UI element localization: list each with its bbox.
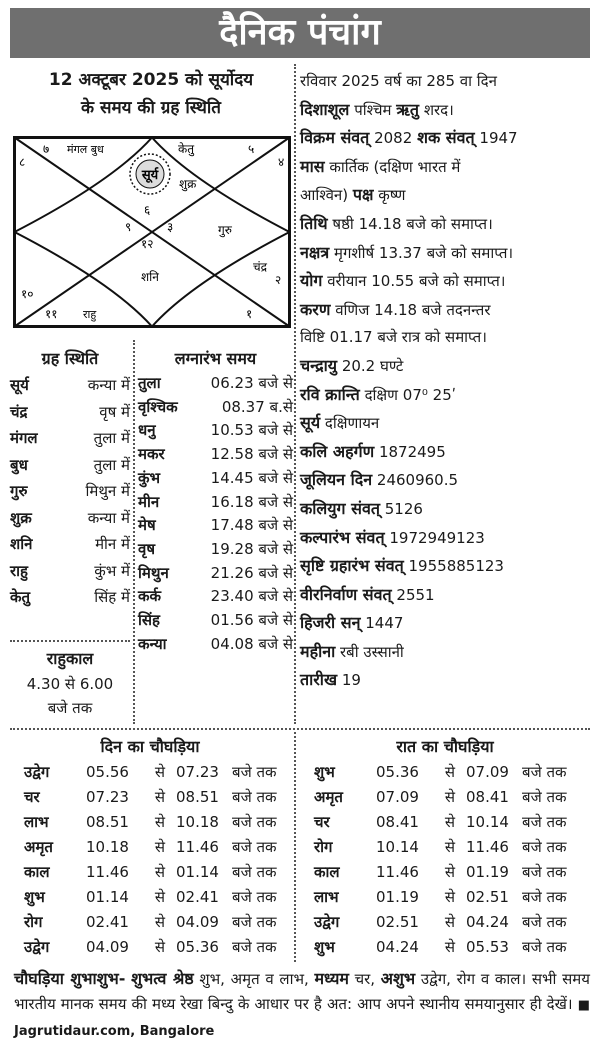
- house-8: ८: [19, 155, 26, 169]
- chart-title-line2: के समय की ग्रह स्थिति: [81, 98, 221, 118]
- chog-to: 08.41: [466, 788, 509, 806]
- lagna-name: वृश्चिक: [138, 397, 178, 416]
- chog-name: उद्वेग: [24, 763, 50, 781]
- day-chog-heading: दिन का चौघड़िया: [100, 737, 200, 756]
- planet-row: [10, 505, 130, 532]
- page-title: दैनिक पंचांग: [10, 8, 590, 58]
- planet-sign: कुंभ में: [94, 561, 130, 580]
- rahukaal-heading: राहुकाल: [46, 649, 94, 668]
- planet-row: [10, 531, 130, 558]
- lagna-time: 19.28 बजे से: [210, 539, 293, 558]
- chog-upto: बजे तक: [232, 888, 277, 906]
- chog-from: 10.14: [376, 838, 419, 856]
- chog-name: चर: [24, 788, 40, 806]
- chog-divider: [294, 732, 296, 962]
- tithi-line: तिथि षष्ठी 14.18 बजे को समाप्त।: [300, 213, 493, 233]
- chog-to: 11.46: [466, 838, 509, 856]
- chog-upto: बजे तक: [232, 788, 277, 806]
- lagna-name: वृष: [138, 539, 156, 558]
- planet-sign: मिथुन में: [85, 482, 130, 500]
- planet-shukra: शुक्र: [179, 177, 197, 191]
- lagna-row: [138, 585, 293, 609]
- lagna-time: 23.40 बजे से: [210, 587, 293, 606]
- chog-from: 04.09: [86, 938, 129, 956]
- chog-to: 05.36: [176, 938, 219, 956]
- lagna-name: मकर: [138, 445, 165, 464]
- chog-to: 01.14: [176, 863, 219, 881]
- chog-row: [24, 860, 279, 885]
- chog-se: से: [154, 913, 166, 931]
- chog-to: 02.51: [466, 888, 509, 906]
- karan-line: करण वणिज 14.18 बजे तदनन्तर: [300, 299, 491, 319]
- planet-name: गुरु: [10, 482, 28, 500]
- chog-to: 01.19: [466, 863, 509, 881]
- lagna-times: [138, 346, 293, 656]
- chog-upto: बजे तक: [522, 913, 567, 931]
- lagna-time: 14.45 बजे से: [210, 468, 293, 487]
- samvat-line: विक्रम संवत् 2082 शक संवत् 1947: [300, 128, 518, 148]
- kundli-chart: [13, 136, 291, 328]
- kalparambh-line: कल्पारंभ संवत् 1972949123: [300, 527, 485, 547]
- chog-upto: बजे तक: [232, 938, 277, 956]
- chog-row: [24, 785, 279, 810]
- chog-to: 04.09: [176, 913, 219, 931]
- planet-name: चंद्र: [10, 402, 28, 421]
- chog-upto: बजे तक: [522, 788, 567, 806]
- chog-name: अमृत: [24, 838, 53, 856]
- chog-row: [24, 935, 279, 960]
- mahina-line: महीना रबी उस्सानी: [300, 641, 404, 661]
- chog-se: से: [444, 938, 456, 956]
- lagna-time: 01.56 बजे से: [210, 611, 293, 630]
- chog-se: से: [444, 863, 456, 881]
- lagna-heading: लग्नारंभ समय: [174, 349, 257, 368]
- chog-from: 11.46: [86, 863, 129, 881]
- planet-sign: तुला में: [93, 429, 130, 447]
- dishashool-line: दिशाशूल पश्चिम ऋतु शरद।: [300, 99, 454, 119]
- chog-name: रोग: [24, 913, 43, 931]
- chog-from: 08.51: [86, 813, 129, 831]
- lagna-time: 06.23 बजे से: [210, 374, 293, 392]
- nakshatra-line: नक्षत्र मृगशीर्ष 13.37 बजे को समाप्त।: [300, 242, 514, 262]
- house-12: १२: [141, 237, 154, 251]
- lagna-row: [138, 514, 293, 538]
- chog-to: 05.53: [466, 938, 509, 956]
- panchang-details: [300, 68, 592, 695]
- planet-sign: कन्या में: [87, 508, 130, 527]
- column-divider-lower: [133, 340, 135, 724]
- lagna-row: [138, 443, 293, 467]
- chog-from: 05.56: [86, 763, 129, 781]
- rahukaal-upto: बजे तक: [47, 699, 93, 717]
- chog-to: 10.14: [466, 813, 509, 831]
- chandrayu-line: चन्द्रायु 20.2 घण्टे: [300, 355, 404, 375]
- chog-to: 11.46: [176, 838, 219, 856]
- chog-upto: बजे तक: [232, 813, 277, 831]
- chog-name: लाभ: [314, 888, 339, 906]
- house-6: ६: [144, 203, 151, 217]
- chog-row: [314, 860, 569, 885]
- planet-positions-heading: ग्रह स्थिति: [41, 349, 99, 368]
- footer-note: चौघड़िया शुभाशुभ- शुभत्व श्रेष्ठ शुभ, अमृत व लाभ, मध्यम चर, अशुभ उद्वेग, रोग व काल। सभी समय भारतीय मानक समय की मध्य रेखा बिन्दु के आधार पर है अत: आप अपने स्थानीय समयानुसार ही देखें। ■ Jagrutidaur.com, Bangalore: [14, 969, 590, 1039]
- chog-se: से: [154, 788, 166, 806]
- chog-row: [24, 810, 279, 835]
- chog-se: से: [154, 763, 166, 781]
- chog-row: [314, 935, 569, 960]
- lagna-row: [138, 562, 293, 586]
- planet-name: बुध: [10, 455, 28, 474]
- lagna-name: मेष: [138, 516, 156, 535]
- chog-to: 07.09: [466, 763, 509, 781]
- planet-sign: मीन में: [95, 535, 130, 553]
- chog-row: [24, 835, 279, 860]
- column-divider: [294, 64, 296, 724]
- day-chog-table: [24, 760, 279, 960]
- chog-name: अमृत: [314, 788, 343, 806]
- lagna-row: [138, 491, 293, 515]
- chog-row: [314, 885, 569, 910]
- house-7: ७: [43, 142, 50, 156]
- chog-name: चर: [314, 813, 330, 831]
- chog-se: से: [154, 813, 166, 831]
- rahukaal: [10, 646, 130, 720]
- chog-se: से: [444, 888, 456, 906]
- maas-line: मास कार्तिक (दक्षिण भारत में: [300, 156, 461, 176]
- planet-chandra: चंद्र: [253, 260, 267, 274]
- chog-row: [314, 835, 569, 860]
- chog-to: 08.51: [176, 788, 219, 806]
- ravi-kranti-line: रवि क्रान्ति दक्षिण 07⁰ 25ʹ: [300, 384, 456, 404]
- chog-upto: बजे तक: [232, 763, 277, 781]
- lagna-time: 16.18 बजे से: [210, 492, 293, 511]
- chog-name: उद्वेग: [314, 913, 340, 931]
- planet-shani: शनि: [141, 270, 159, 284]
- planet-guru: गुरु: [218, 223, 232, 237]
- house-4: ४: [278, 155, 285, 169]
- lagna-row: [138, 633, 293, 657]
- chog-row: [24, 760, 279, 785]
- chog-row: [24, 885, 279, 910]
- lagna-row: [138, 396, 293, 420]
- planet-name: राहु: [10, 561, 28, 580]
- chog-from: 01.14: [86, 888, 129, 906]
- chog-upto: बजे तक: [522, 763, 567, 781]
- chog-name: काल: [314, 863, 340, 881]
- lagna-row: [138, 538, 293, 562]
- lagna-name: तुला: [138, 374, 161, 392]
- yoga-line: योग वरीयान 10.55 बजे को समाप्त।: [300, 271, 506, 291]
- chog-se: से: [444, 763, 456, 781]
- chog-se: से: [444, 913, 456, 931]
- chog-name: शुभ: [314, 763, 335, 781]
- lagna-row: [138, 609, 293, 633]
- chog-row: [24, 910, 279, 935]
- night-chog-table: [314, 760, 569, 960]
- chog-upto: बजे तक: [232, 863, 277, 881]
- chart-title: [12, 66, 290, 122]
- chog-se: से: [444, 813, 456, 831]
- lagna-row: [138, 467, 293, 491]
- surya-line: सूर्य दक्षिणायन: [300, 413, 380, 433]
- julian-day-line: जूलियन दिन 2460960.5: [300, 470, 459, 490]
- planet-sign: कन्या में: [87, 376, 130, 394]
- chog-se: से: [444, 788, 456, 806]
- chog-from: 04.24: [376, 938, 419, 956]
- planet-row: [10, 425, 130, 452]
- chog-upto: बजे तक: [522, 863, 567, 881]
- chog-from: 01.19: [376, 888, 419, 906]
- section-divider: [10, 728, 590, 730]
- chog-from: 07.23: [86, 788, 129, 806]
- chog-name: लाभ: [24, 813, 49, 831]
- chog-to: 02.41: [176, 888, 219, 906]
- chart-title-line1: 12 अक्टूबर 2025 को सूर्योदय: [48, 70, 254, 90]
- lagna-name: कर्क: [138, 587, 162, 606]
- lagna-row: [138, 372, 293, 396]
- chog-from: 07.09: [376, 788, 419, 806]
- house-11: ११: [45, 307, 58, 321]
- planet-sign: वृष में: [99, 402, 130, 421]
- planet-ketu: केतु: [178, 142, 195, 156]
- chog-row: [314, 760, 569, 785]
- house-2: २: [275, 273, 282, 287]
- lagna-name: धनु: [138, 421, 156, 440]
- chog-upto: बजे तक: [522, 838, 567, 856]
- srishti-line: सृष्टि ग्रहारंभ संवत् 1955885123: [300, 556, 504, 576]
- lagna-name: मिथुन: [138, 563, 169, 582]
- planet-sign: सिंह में: [94, 588, 130, 606]
- planet-name: शनि: [10, 535, 33, 553]
- chog-from: 08.41: [376, 813, 419, 831]
- lagna-name: सिंह: [138, 611, 160, 630]
- lagna-name: मीन: [138, 492, 160, 511]
- rahukaal-divider: [10, 640, 130, 642]
- chog-row: [314, 910, 569, 935]
- lagna-time: 08.37 ब.से: [221, 397, 293, 416]
- house-9: ९: [125, 220, 132, 234]
- night-chog-heading: रात का चौघड़िया: [396, 737, 494, 756]
- house-3: ३: [167, 220, 174, 234]
- lagna-time: 12.58 बजे से: [210, 445, 293, 464]
- kali-ahargan-line: कलि अहर्गण 1872495: [300, 441, 446, 461]
- chog-se: से: [154, 888, 166, 906]
- planet-name: शुक्र: [10, 508, 32, 527]
- lagna-name: कुंभ: [138, 468, 161, 487]
- planet-name: केतु: [10, 588, 31, 606]
- planet-row: [10, 452, 130, 479]
- chog-to: 07.23: [176, 763, 219, 781]
- planet-row: [10, 584, 130, 611]
- veernirvan-line: वीरनिर्वाण संवत् 2551: [300, 584, 435, 604]
- chog-from: 11.46: [376, 863, 419, 881]
- chog-name: उद्वेग: [24, 938, 50, 956]
- chog-se: से: [154, 863, 166, 881]
- planet-name: मंगल: [10, 429, 38, 447]
- lagna-time: 17.48 बजे से: [210, 516, 293, 535]
- karan-line-2: विष्टि 01.17 बजे रात्र को समाप्त।: [300, 328, 487, 347]
- planet-row: [10, 372, 130, 399]
- planet-rahu: राहु: [83, 308, 97, 321]
- chog-upto: बजे तक: [232, 838, 277, 856]
- lagna-time: 10.53 बजे से: [210, 421, 293, 440]
- weekday-line: रविवार 2025 वर्ष का 285 वा दिन: [300, 72, 497, 90]
- chog-name: रोग: [314, 838, 333, 856]
- chog-se: से: [444, 838, 456, 856]
- house-5: ५: [248, 142, 255, 156]
- chog-to: 04.24: [466, 913, 509, 931]
- lagna-name: कन्या: [138, 634, 167, 653]
- chog-upto: बजे तक: [232, 913, 277, 931]
- lagna-time: 04.08 बजे से: [210, 634, 293, 653]
- planet-row: [10, 478, 130, 505]
- chog-from: 02.41: [86, 913, 129, 931]
- chog-se: से: [154, 838, 166, 856]
- chog-name: शुभ: [24, 888, 45, 906]
- paksha-line: आश्विन) पक्ष कृष्ण: [300, 185, 406, 205]
- rahukaal-time: 4.30 से 6.00: [26, 675, 114, 693]
- lagna-row: [138, 419, 293, 443]
- house-1: १: [246, 307, 253, 321]
- chog-from: 10.18: [86, 838, 129, 856]
- hijri-line: हिजरी सन् 1447: [300, 613, 404, 633]
- chog-to: 10.18: [176, 813, 219, 831]
- house-10: १०: [21, 287, 34, 301]
- chog-upto: बजे तक: [522, 938, 567, 956]
- chog-upto: बजे तक: [522, 888, 567, 906]
- planet-surya: सूर्य: [141, 168, 159, 183]
- chog-name: शुभ: [314, 938, 335, 956]
- planet-name: सूर्य: [10, 376, 29, 394]
- chog-from: 02.51: [376, 913, 419, 931]
- chog-se: से: [154, 938, 166, 956]
- planet-sign: तुला में: [93, 455, 130, 474]
- planet-mangal-budh: मंगल बुध: [67, 143, 104, 156]
- chog-name: काल: [24, 863, 50, 881]
- planet-row: [10, 399, 130, 426]
- tarikh-line: तारीख 19: [300, 670, 361, 690]
- chog-upto: बजे तक: [522, 813, 567, 831]
- chog-row: [314, 810, 569, 835]
- kaliyug-line: कलियुग संवत् 5126: [300, 498, 423, 518]
- chog-from: 05.36: [376, 763, 419, 781]
- planet-row: [10, 558, 130, 585]
- lagna-time: 21.26 बजे से: [210, 563, 293, 582]
- chog-row: [314, 785, 569, 810]
- planet-positions: [10, 346, 130, 611]
- credit: ■ Jagrutidaur.com, Bangalore: [14, 998, 590, 1039]
